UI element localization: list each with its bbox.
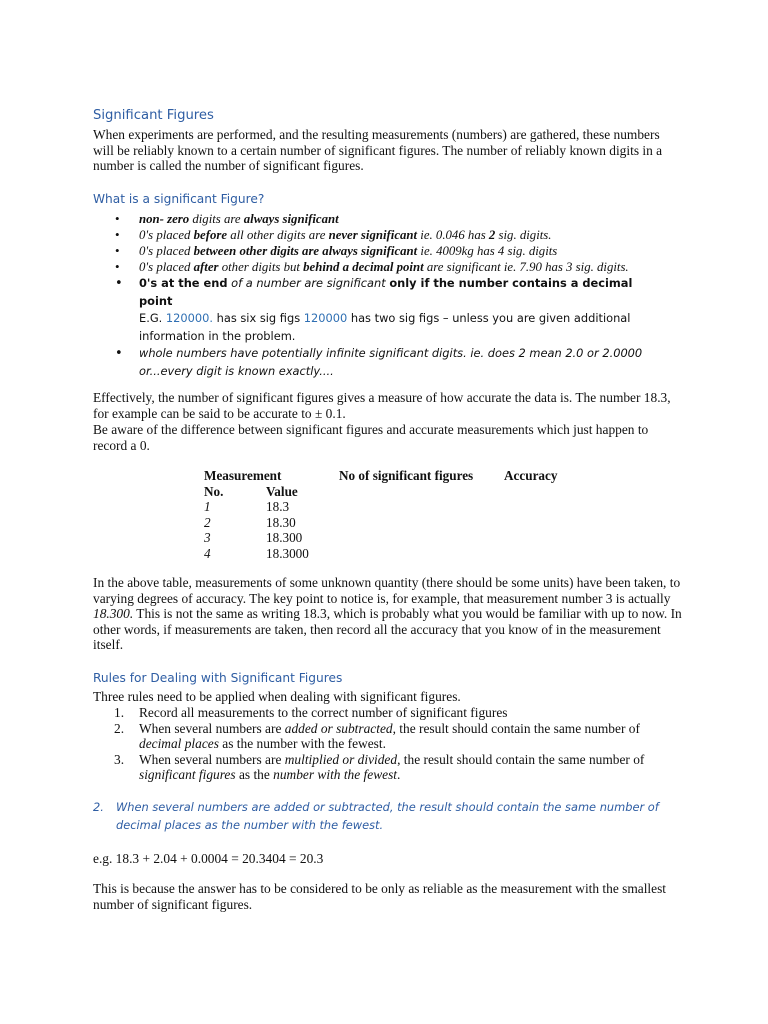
row-number: 1 [204, 499, 211, 514]
bullet-trailing-decimal-zeros: • 0's placed after other digits but behind a decimal point are significant ie. 7.90 has 3 sig. digits. [93, 259, 653, 275]
section-heading-what-is: What is a significant Figure? [93, 192, 265, 206]
bullet-end-zeros: • 0's at the end of a number are significant only if the number contains a decimal point E.G. 120000. has six sig figs 120000 has two sig figs – unless you are given additional information in the problem. [93, 275, 653, 345]
bullet-nonzero: • non- zero digits are always significant [93, 211, 653, 227]
conclusion-paragraph: This is because the answer has to be considered to be only as reliable as the measurement with the smallest number of significant figures. [93, 881, 667, 912]
rule-item: 2. When several numbers are added or subtracted, the result should contain the same number of decimal places as the number with the fewest. [114, 720, 640, 752]
bullet-whole-numbers: • whole numbers have potentially infinite significant digits. ie. does 2 mean 2.0 or 2.0000 or...every digit is known exactly.... [93, 345, 653, 380]
accuracy-paragraph: Effectively, the number of significant figures gives a measure of how accurate the data is. The number 18.3, for example can be said to be accurate to ± 0.1. [93, 390, 671, 421]
rule-item: 1. Record all measurements to the correct number of significant figures [114, 705, 508, 720]
row-number: 3 [204, 530, 211, 545]
bullet-between-zeros: • 0's placed between other digits are always significant ie. 4009kg has 4 sig. digits [93, 243, 653, 259]
row-value: 18.300 [266, 530, 303, 545]
intro-paragraph: When experiments are performed, and the resulting measurements (numbers) are gathered, these numbers will be reliably known to a certain number of significant figures. The number of reliably known digits in a number is called the number of significant figures. [93, 127, 663, 174]
header-accuracy: Accuracy [504, 468, 558, 483]
bullet-leading-zeros: • 0's placed before all other digits are never significant ie. 0.046 has 2 sig. digits. [93, 227, 653, 243]
header-no: No. [204, 483, 224, 499]
header-sig-figs: No of significant figures [339, 468, 474, 483]
row-number: 4 [204, 545, 211, 561]
rule-callout: 2. When several numbers are added or subtracted, the result should contain the same number of decimal places as the number with the fewest. [93, 800, 659, 832]
row-value: 18.3000 [266, 545, 309, 561]
header-value: Value [266, 483, 298, 499]
awareness-paragraph: Be aware of the difference between significant figures and accurate measurements which just happen to record a 0. [93, 422, 649, 453]
rule-item: 3. When several numbers are multiplied or divided, the result should contain the same number of significant figures as the number with the fewest. [114, 751, 645, 783]
example-equation: e.g. 18.3 + 2.04 + 0.0004 = 20.3404 = 20.3 [93, 851, 324, 866]
table-explanation-paragraph: In the above table, measurements of some unknown quantity (there should be some units) have been taken, to varying degrees of accuracy. The key point to notice is, for example, that measurement number 3 is actually 18.300. This is not the same as writing 18.3, which is probably what you would be familiar with up to now. In other words, if measurements are taken, then record all the accuracy that you know of in the measurement itself. [93, 575, 682, 653]
sig-fig-rules-list [93, 211, 653, 380]
rules-list [93, 705, 683, 783]
row-value: 18.3 [266, 499, 290, 514]
section-heading-rules: Rules for Dealing with Significant Figures [93, 671, 343, 685]
rules-intro: Three rules need to be applied when dealing with significant figures. [93, 689, 461, 704]
page-title: Significant Figures [93, 108, 214, 123]
row-number: 2 [204, 514, 211, 530]
row-value: 18.30 [266, 514, 296, 530]
header-measurement: Measurement [204, 468, 282, 483]
